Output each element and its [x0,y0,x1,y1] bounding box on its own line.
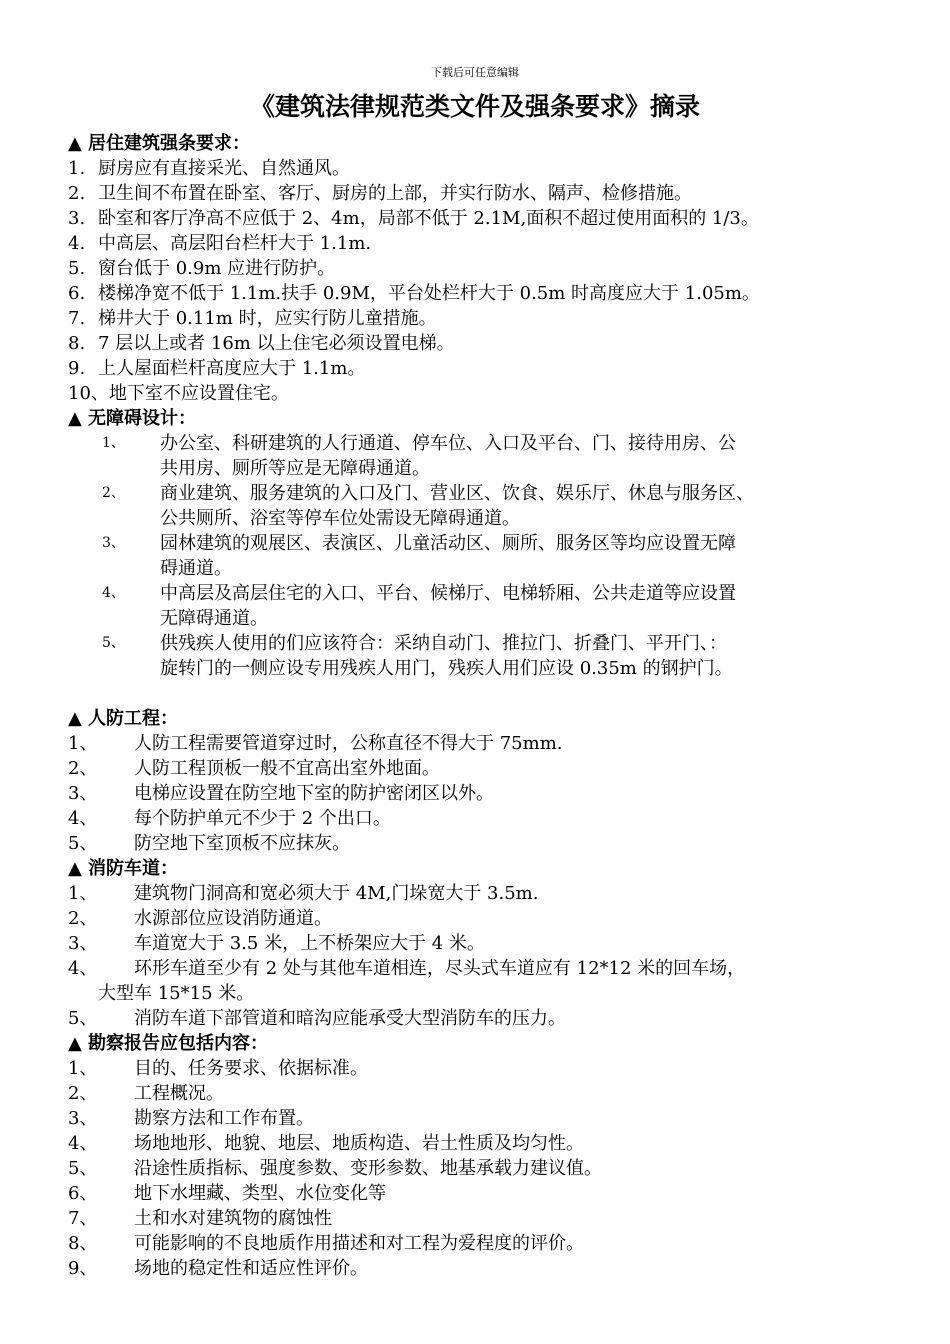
item-number: 7、 [68,1208,98,1229]
list-item [68,1081,908,1106]
item-text: 上人屋面栏杆高度应大于 1.1m。 [98,358,366,379]
item-number: 4、 [68,808,98,829]
list-item [68,331,908,356]
item-continuation: 大型车 15*15 米。 [98,983,255,1004]
section-heading [68,406,908,431]
triangle-bullet-icon: ▲ [68,408,82,429]
item-number: 5、 [102,635,125,651]
list-item [68,1156,908,1181]
item-text-line: 供残疾人使用的们应该符合：采纳自动门、推拉门、折叠门、平开门、： [160,633,727,654]
section-accessibility [68,406,908,681]
item-number: 8、 [68,1233,98,1254]
section-survey-report [68,1031,908,1281]
item-number: 3、 [68,783,98,804]
list-item [68,481,908,531]
item-text: 环形车道至少有 2 处与其他车道相连，尽头式车道应有 12*12 米的回车场， [134,958,746,979]
item-number: 2. [68,183,86,204]
item-text: 土和水对建筑物的腐蚀性 [134,1208,332,1229]
triangle-bullet-icon: ▲ [68,858,82,879]
item-text: 卧室和客厅净高不应低于 2、4m，局部不低于 2.1M,面积不超过使用面积的 1/3。 [98,208,759,229]
header-note: 下载后可任意编辑 [431,66,519,79]
list-item [68,256,908,281]
item-number: 3、 [102,535,125,551]
list-item [68,581,908,631]
list-item [68,231,908,256]
item-text: 地下室不应设置住宅。 [108,383,289,404]
item-text: 窗台低于 0.9m 应进行防护。 [98,258,336,279]
list-item [68,881,908,906]
blank-line [68,681,908,706]
list-item [68,1131,908,1156]
item-text: 沿途性质指标、强度参数、变形参数、地基承载力建议值。 [134,1158,602,1179]
item-number: 1、 [68,733,98,754]
item-number: 1. [68,158,86,179]
item-text-line: 办公室、科研建筑的人行通道、停车位、入口及平台、门、接待用房、公 [160,433,736,454]
item-text-line: 碍通道。 [160,558,232,579]
list-item [68,281,908,306]
item-number: 7. [68,308,86,329]
item-number: 6. [68,283,86,304]
item-number: 2、 [68,1083,98,1104]
item-number: 3、 [68,1108,98,1129]
list-item [68,1256,908,1281]
item-number: 8. [68,333,86,354]
item-number: 1、 [68,1058,98,1079]
item-number: 5、 [68,1158,98,1179]
section-heading-text: 人防工程： [88,708,178,729]
list-item [68,1056,908,1081]
item-number: 2、 [102,485,125,501]
item-text-line: 无障碍通道。 [160,608,268,629]
item-text: 车道宽大于 3.5 米，上不桥架应大于 4 米。 [134,933,485,954]
section-residential [68,131,908,406]
list-item [68,631,908,681]
list-item [68,381,908,406]
item-text: 梯井大于 0.11m 时，应实行防儿童措施。 [98,308,437,329]
item-number: 1、 [68,883,98,904]
section-heading [68,1031,908,1056]
item-number: 3. [68,208,86,229]
item-text: 目的、任务要求、依据标准。 [134,1058,368,1079]
item-text: 勘察方法和工作布置。 [134,1108,314,1129]
item-text: 卫生间不布置在卧室、客厅、厨房的上部，并实行防水、隔声、检修措施。 [98,183,692,204]
list-item [68,931,908,956]
item-text: 7 层以上或者 16m 以上住宅必须设置电梯。 [98,333,455,354]
item-number: 5、 [68,1008,98,1029]
triangle-bullet-icon: ▲ [68,708,82,729]
section-heading-text: 无障碍设计： [88,408,196,429]
item-text: 建筑物门洞高和宽必须大于 4M,门垛宽大于 3.5m. [134,883,539,904]
section-heading [68,856,908,881]
item-text-line: 商业建筑、服务建筑的入口及门、营业区、饮食、娱乐厅、休息与服务区、 [160,483,754,504]
item-text-line: 园林建筑的观展区、表演区、儿童活动区、厕所、服务区等均应设置无障 [160,533,736,554]
item-number: 10、 [68,383,109,404]
item-text: 水源部位应设消防通道。 [134,908,332,929]
item-number: 2、 [68,908,98,929]
item-text: 电梯应设置在防空地下室的防护密闭区以外。 [134,783,494,804]
list-item [68,756,908,781]
item-text: 每个防护单元不少于 2 个出口。 [134,808,391,829]
list-item [68,1231,908,1256]
list-item [68,1181,908,1206]
item-number: 9、 [68,1258,98,1279]
item-text: 消防车道下部管道和暗沟应能承受大型消防车的压力。 [134,1008,566,1029]
item-number: 5、 [68,833,98,854]
section-heading-text: 消防车道： [88,858,178,879]
item-number: 1、 [102,435,125,451]
section-heading [68,706,908,731]
item-text: 可能影响的不良地质作用描述和对工程为爱程度的评价。 [134,1233,584,1254]
section-fire-lane [68,856,908,1031]
item-text: 场地地形、地貌、地层、地质构造、岩土性质及均匀性。 [134,1133,584,1154]
item-text-line: 公共厕所、浴室等停车位处需设无障碍通道。 [160,508,520,529]
item-number: 9. [68,358,86,379]
list-item [68,956,908,981]
list-item [68,431,908,481]
section-heading-text: 勘察报告应包括内容： [88,1033,268,1054]
item-text: 工程概况。 [134,1083,224,1104]
item-text: 厨房应有直接采光、自然通风。 [98,158,350,179]
triangle-bullet-icon: ▲ [68,133,82,154]
list-item [68,531,908,581]
item-number: 4. [68,233,86,254]
item-text-line: 共用房、厕所等应是无障碍通道。 [160,458,430,479]
item-text: 防空地下室顶板不应抹灰。 [134,833,350,854]
list-item [68,1206,908,1231]
item-text-line: 旋转门的一侧应设专用残疾人用门，残疾人用们应设 0.35m 的钢护门。 [160,658,733,679]
list-item [68,156,908,181]
item-number: 4、 [68,1133,98,1154]
list-item [68,906,908,931]
item-number: 4、 [102,585,125,601]
list-item [68,206,908,231]
list-item [68,781,908,806]
item-number: 2、 [68,758,98,779]
item-number: 3、 [68,933,98,954]
list-item [68,181,908,206]
item-text: 场地的稳定性和适应性评价。 [134,1258,368,1279]
list-item [68,831,908,856]
item-text-line: 中高层及高层住宅的入口、平台、候梯厅、电梯轿厢、公共走道等应设置 [160,583,736,604]
item-number: 6、 [68,1183,98,1204]
item-text: 地下水埋藏、类型、水位变化等 [134,1183,386,1204]
section-heading [68,131,908,156]
document-body [68,131,908,1281]
item-number: 5. [68,258,86,279]
list-item [68,1006,908,1031]
item-text: 人防工程顶板一般不宜高出室外地面。 [134,758,440,779]
item-text: 楼梯净宽不低于 1.1m.扶手 0.9M，平台处栏杆大于 0.5m 时高度应大于 1.05m。 [98,283,760,304]
item-number: 4、 [68,958,98,979]
section-heading-text: 居住建筑强条要求： [88,133,250,154]
item-text: 中高层、高层阳台栏杆大于 1.1m. [98,233,372,254]
list-item [68,806,908,831]
triangle-bullet-icon: ▲ [68,1033,82,1054]
list-item [68,731,908,756]
item-text: 人防工程需要管道穿过时，公称直径不得大于 75mm. [134,733,563,754]
document-title: 《建筑法律规范类文件及强条要求》摘录 [249,92,700,121]
list-item [68,306,908,331]
section-civil-defense [68,706,908,856]
list-item [68,1106,908,1131]
list-item [68,356,908,381]
